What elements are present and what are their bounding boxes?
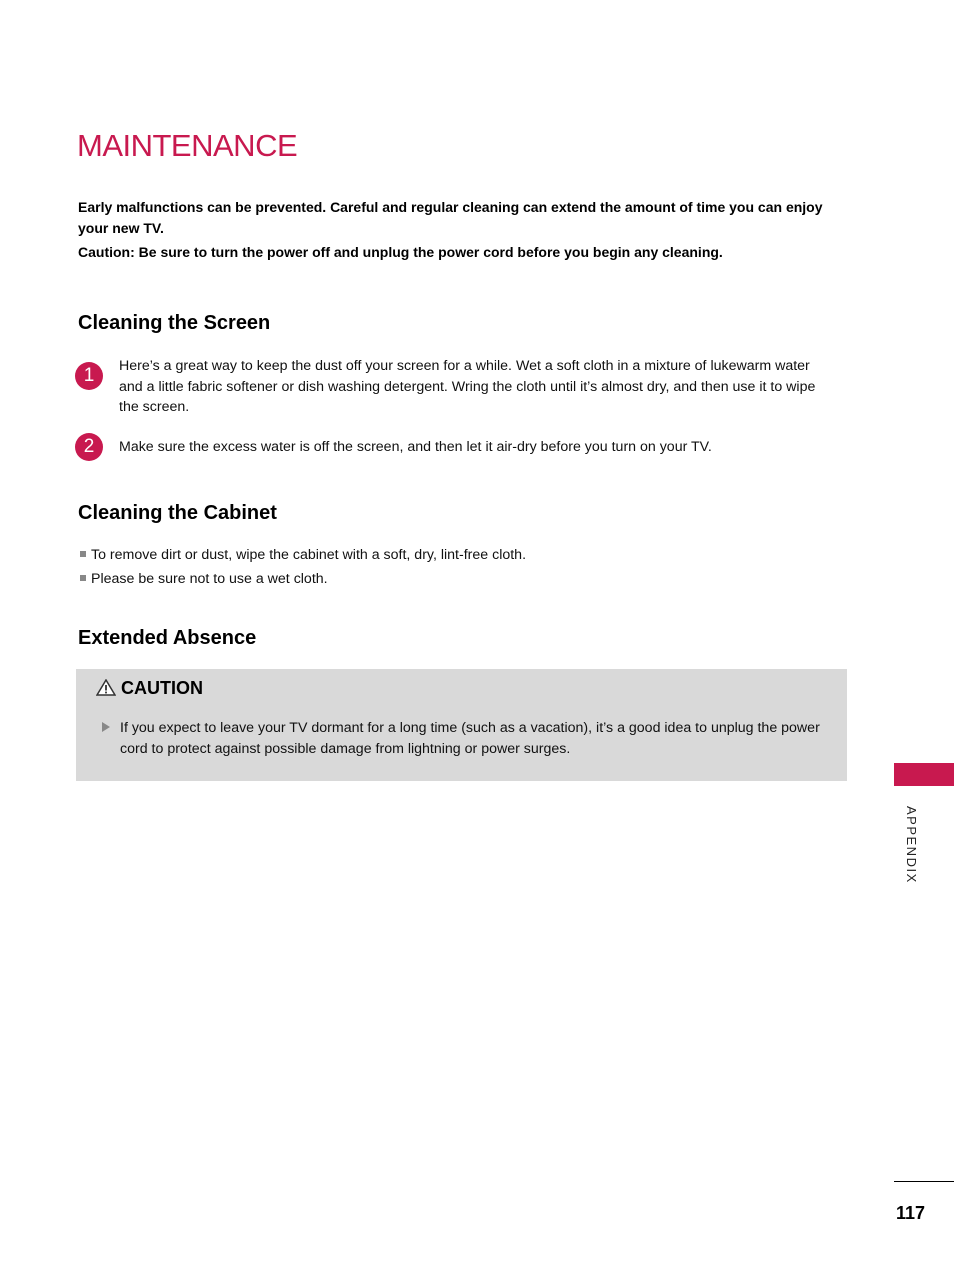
warning-triangle-icon	[96, 679, 116, 696]
step-2-text: Make sure the excess water is off the screen, and then let it air-dry before you turn on your TV.	[119, 439, 712, 455]
intro-line-2: Caution: Be sure to turn the power off and unplug the power cord before you begin any cleaning.	[78, 244, 723, 260]
side-tab-marker	[894, 763, 954, 786]
bullet-square-icon	[80, 551, 86, 557]
bullet-text: Please be sure not to use a wet cloth.	[91, 571, 328, 587]
side-tab-label: APPENDIX	[904, 806, 919, 884]
section-heading-extended-absence: Extended Absence	[78, 627, 257, 649]
page-number-rule	[894, 1181, 954, 1182]
intro-text	[78, 197, 823, 266]
page-number: 117	[896, 1203, 926, 1223]
caution-box	[76, 669, 847, 781]
section-heading-cleaning-screen: Cleaning the Screen	[78, 312, 271, 334]
step-1-icon: 1	[75, 362, 103, 390]
bullet-square-icon	[80, 575, 86, 581]
page-title: MAINTENANCE	[77, 128, 298, 163]
list-item	[80, 571, 328, 587]
section-heading-cleaning-cabinet: Cleaning the Cabinet	[78, 502, 277, 524]
list-item	[80, 547, 526, 563]
caution-header	[96, 678, 203, 699]
step-1-text: Here’s a great way to keep the dust off your screen for a while. Wet a soft cloth in a mixture of lukewarm water and a little fabric softener or dish washing detergent. Wring the cloth until it’s almost dry, and then use it to wipe the screen.	[119, 358, 816, 415]
intro-line-1: Early malfunctions can be prevented. Careful and regular cleaning can extend the amount of time you can enjoy your new TV.	[78, 199, 823, 236]
caution-text: If you expect to leave your TV dormant for a long time (such as a vacation), it’s a good idea to unplug the power cord to protect against possible damage from lightning or power surges.	[120, 720, 820, 757]
triangle-right-icon	[102, 722, 110, 732]
caution-label: CAUTION	[121, 678, 203, 698]
step-2-icon: 2	[75, 433, 103, 461]
bullet-text: To remove dirt or dust, wipe the cabinet with a soft, dry, lint-free cloth.	[91, 547, 527, 563]
